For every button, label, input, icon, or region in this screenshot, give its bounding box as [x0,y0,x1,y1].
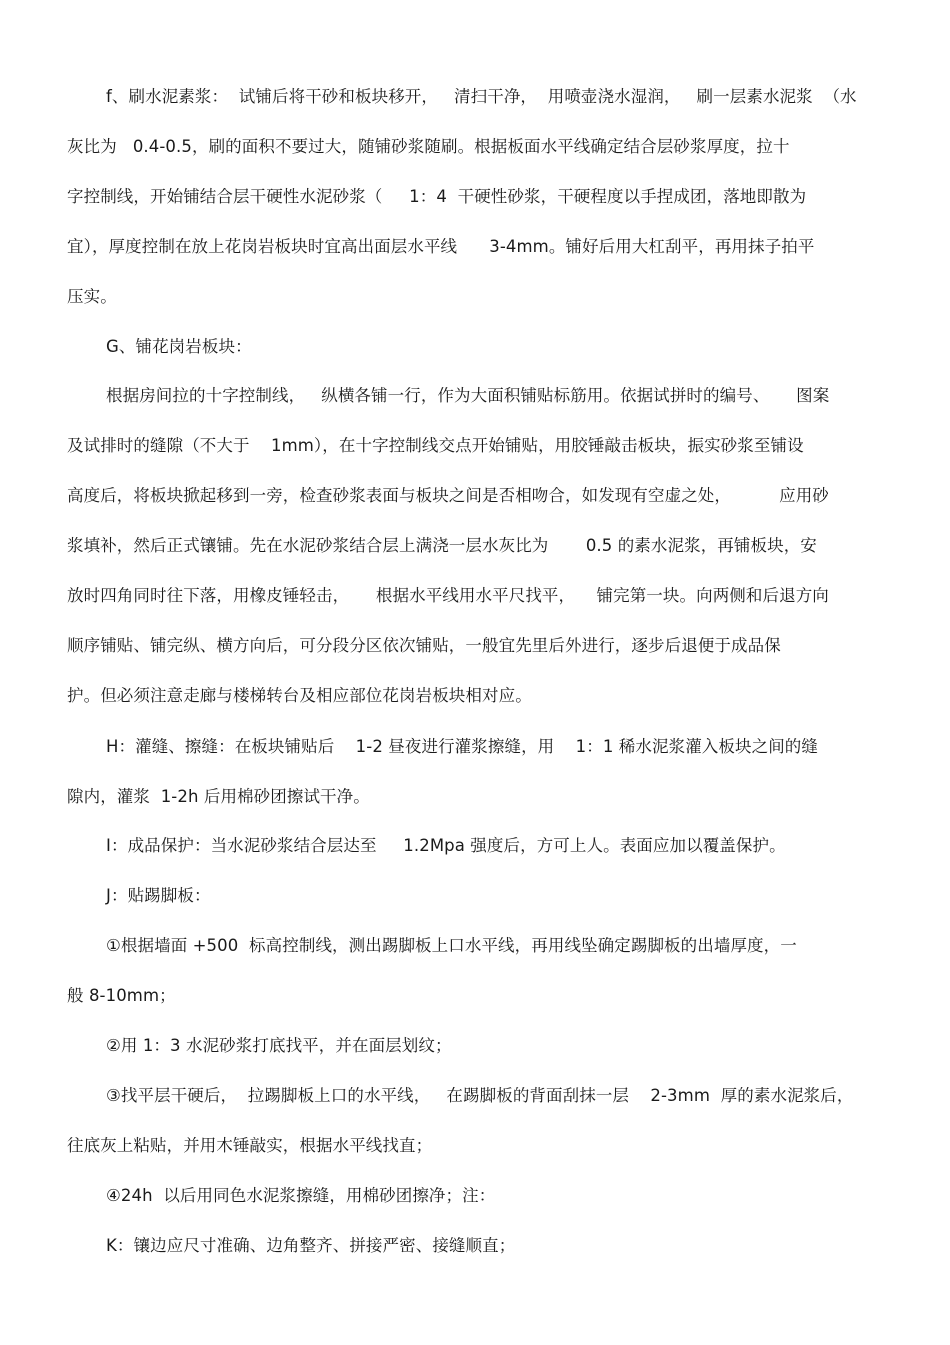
text-line: 宜），厚度控制在放上花岗岩板块时宜高出面层水平线 3-4mm。铺好后用大杠刮平，再用抹子拍平 [67,237,815,256]
text-line: 般 8-10mm； [67,986,176,1005]
text-line: K：镶边应尺寸准确、边角整齐、拼接严密、接缝顺直； [106,1236,516,1255]
text-line: 顺序铺贴、铺完纵、横方向后，可分段分区依次铺贴，一般宜先里后外进行，逐步后退便于成品保 [67,636,781,655]
text-line: H：灌缝、擦缝：在板块铺贴后 1-2 昼夜进行灌浆擦缝，用 1：1 稀水泥浆灌入板块之间的缝 [106,737,819,756]
text-line: 护。但必须注意走廊与楼梯转台及相应部位花岗岩板块相对应。 [67,686,532,705]
text-line: ③找平层干硬后， 拉踢脚板上口的水平线， 在踢脚板的背面刮抹一层 2-3mm 厚的素水泥浆后， [106,1086,854,1105]
text-line: 隙内，灌浆 1-2h 后用棉砂团擦试干净。 [67,787,370,806]
text-line: ①根据墙面 +500 标高控制线，测出踢脚板上口水平线，再用线坠确定踢脚板的出墙厚度，一 [106,936,797,955]
text-line: 放时四角同时往下落，用橡皮锤轻击， 根据水平线用水平尺找平， 铺完第一块。向两侧和后退方向 [67,586,829,605]
text-line: f、刷水泥素浆： 试铺后将干砂和板块移开， 清扫干净， 用喷壶浇水湿润， 刷一层素水泥浆 （水 [106,87,857,106]
text-line: ④24h 以后用同色水泥浆擦缝，用棉砂团擦净；注： [106,1186,496,1205]
heading-line: G、铺花岗岩板块： [106,337,252,356]
text-line: 浆填补，然后正式镶铺。先在水泥砂浆结合层上满浇一层水灰比为 0.5 的素水泥浆，再铺板块，安 [67,536,817,555]
heading-line: J：贴踢脚板： [106,886,211,905]
text-line: 及试排时的缝隙（不大于 1mm），在十字控制线交点开始铺贴，用胶锤敲击板块，振实砂浆至铺设 [67,436,804,455]
text-line: ②用 1：3 水泥砂浆打底找平，并在面层划纹； [106,1036,452,1055]
text-line: 字控制线，开始铺结合层干硬性水泥砂浆（ 1：4 干硬性砂浆，干硬程度以手捏成团，落地即散为 [67,187,807,206]
text-line: 往底灰上粘贴，并用木锤敲实，根据水平线找直； [67,1136,433,1155]
text-line: 根据房间拉的十字控制线， 纵横各铺一行，作为大面积铺贴标筋用。依据试拼时的编号、 图案 [106,386,830,405]
text-line: 高度后，将板块掀起移到一旁，检查砂浆表面与板块之间是否相吻合，如发现有空虚之处， 应用砂 [67,486,829,505]
text-line: 灰比为 0.4-0.5，刷的面积不要过大，随铺砂浆随刷。根据板面水平线确定结合层砂浆厚度，拉十 [67,137,790,156]
text-line: I：成品保护：当水泥砂浆结合层达至 1.2Mpa 强度后，方可上人。表面应加以覆盖保护。 [106,836,786,855]
text-line: 压实。 [67,287,117,306]
